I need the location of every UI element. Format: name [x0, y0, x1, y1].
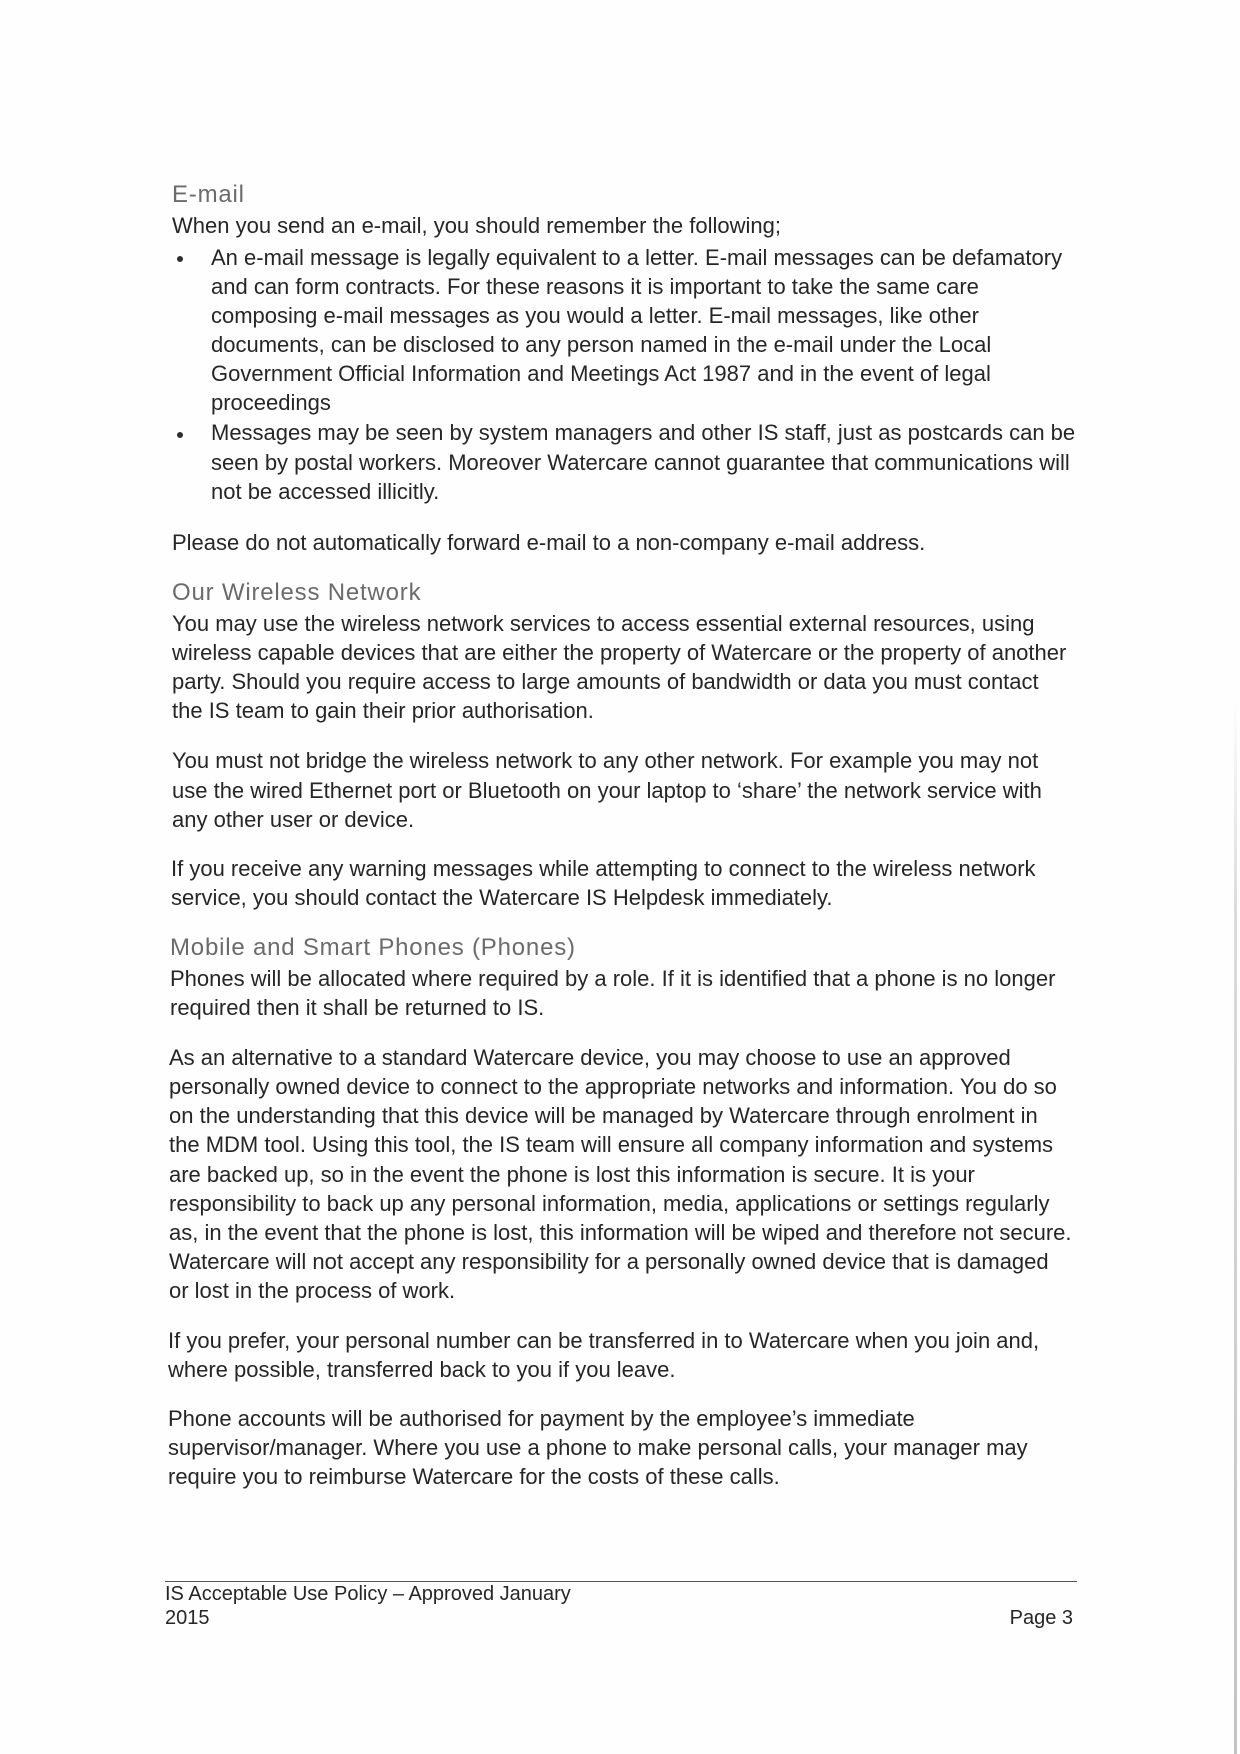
- footer-document-title: IS Acceptable Use Policy – Approved January 2015: [165, 1583, 571, 1629]
- email-intro-text: When you send an e-mail, you should remember the following;: [172, 213, 781, 238]
- paragraph: As an alternative to a standard Watercare device, you may choose to use an approved personally owned device to connect to the appropriate networks and information. You do so on the understanding that this device will be managed by Watercare through enrolment in the MDM tool. Using this tool, the IS team will ensure all company information and systems are backed up, so in the event the phone is lost this information is secure. It is your responsibility to back up any personal information, media, applications or settings regularly as, in the event that the phone is lost, this information will be wiped and therefore not secure. Watercare will not accept any responsibility for a personally owned device that is damaged or lost in the process of work.: [169, 1044, 1072, 1304]
- paragraph: Phones will be allocated where required by a role. If it is identified that a phone is no longer required then it shall be returned to IS.: [170, 966, 1056, 1021]
- section-heading-wireless: Our Wireless Network: [172, 578, 422, 606]
- paragraph: You must not bridge the wireless network to any other network. For example you may not use the wired Ethernet port or Bluetooth on your laptop to ‘share’ the network service with any other user or device.: [172, 748, 1042, 832]
- page-number: Page 3: [1009, 1606, 1073, 1629]
- bullet-text: An e-mail message is legally equivalent to a letter. E-mail messages can be defamatory and can form contracts. For these reasons it is important to take the same care composing e-mail messages as you would a letter. E-mail messages, like other documents, can be disclosed to any person named in the e-mail under the Local Government Official Information and Meetings Act 1987 and in the event of legal proceedings: [211, 244, 1063, 416]
- paragraph: Phone accounts will be authorised for payment by the employee’s immediate supervisor/manager. Where you use a phone to make personal calls, your manager may require you to reimburse Watercare for the costs of these calls.: [168, 1405, 1028, 1489]
- scan-edge-shadow: [1234, 700, 1237, 1754]
- bullet-text: Messages may be seen by system managers and other IS staff, just as postcards can be seen by postal workers. Moreover Watercare cannot guarantee that communications will not be accessed illicitly.: [211, 420, 1076, 504]
- email-forwarding-note: Please do not automatically forward e-mail to a non-company e-mail address.: [172, 529, 926, 555]
- paragraph: If you receive any warning messages while attempting to connect to the wireless network service, you should contact the Watercare IS Helpdesk immediately.: [171, 855, 1036, 910]
- paragraph: You may use the wireless network services to access essential external resources, using wireless capable devices that are either the property of Watercare or the property of another party. Should you require access to large amounts of bandwidth or data you must contact the IS team to gain their prior authorisation.: [172, 610, 1067, 724]
- section-heading-email: E-mail: [172, 181, 245, 208]
- bullet-item: [172, 418, 1075, 506]
- bullet-icon: [177, 256, 183, 262]
- paragraph: If you prefer, your personal number can be transferred in to Watercare when you join and, where possible, transferred back to you if you leave.: [168, 1327, 1040, 1383]
- bullet-icon: [177, 432, 183, 438]
- section-heading-phones: Mobile and Smart Phones (Phones): [170, 933, 576, 961]
- bullet-item: [172, 243, 1062, 418]
